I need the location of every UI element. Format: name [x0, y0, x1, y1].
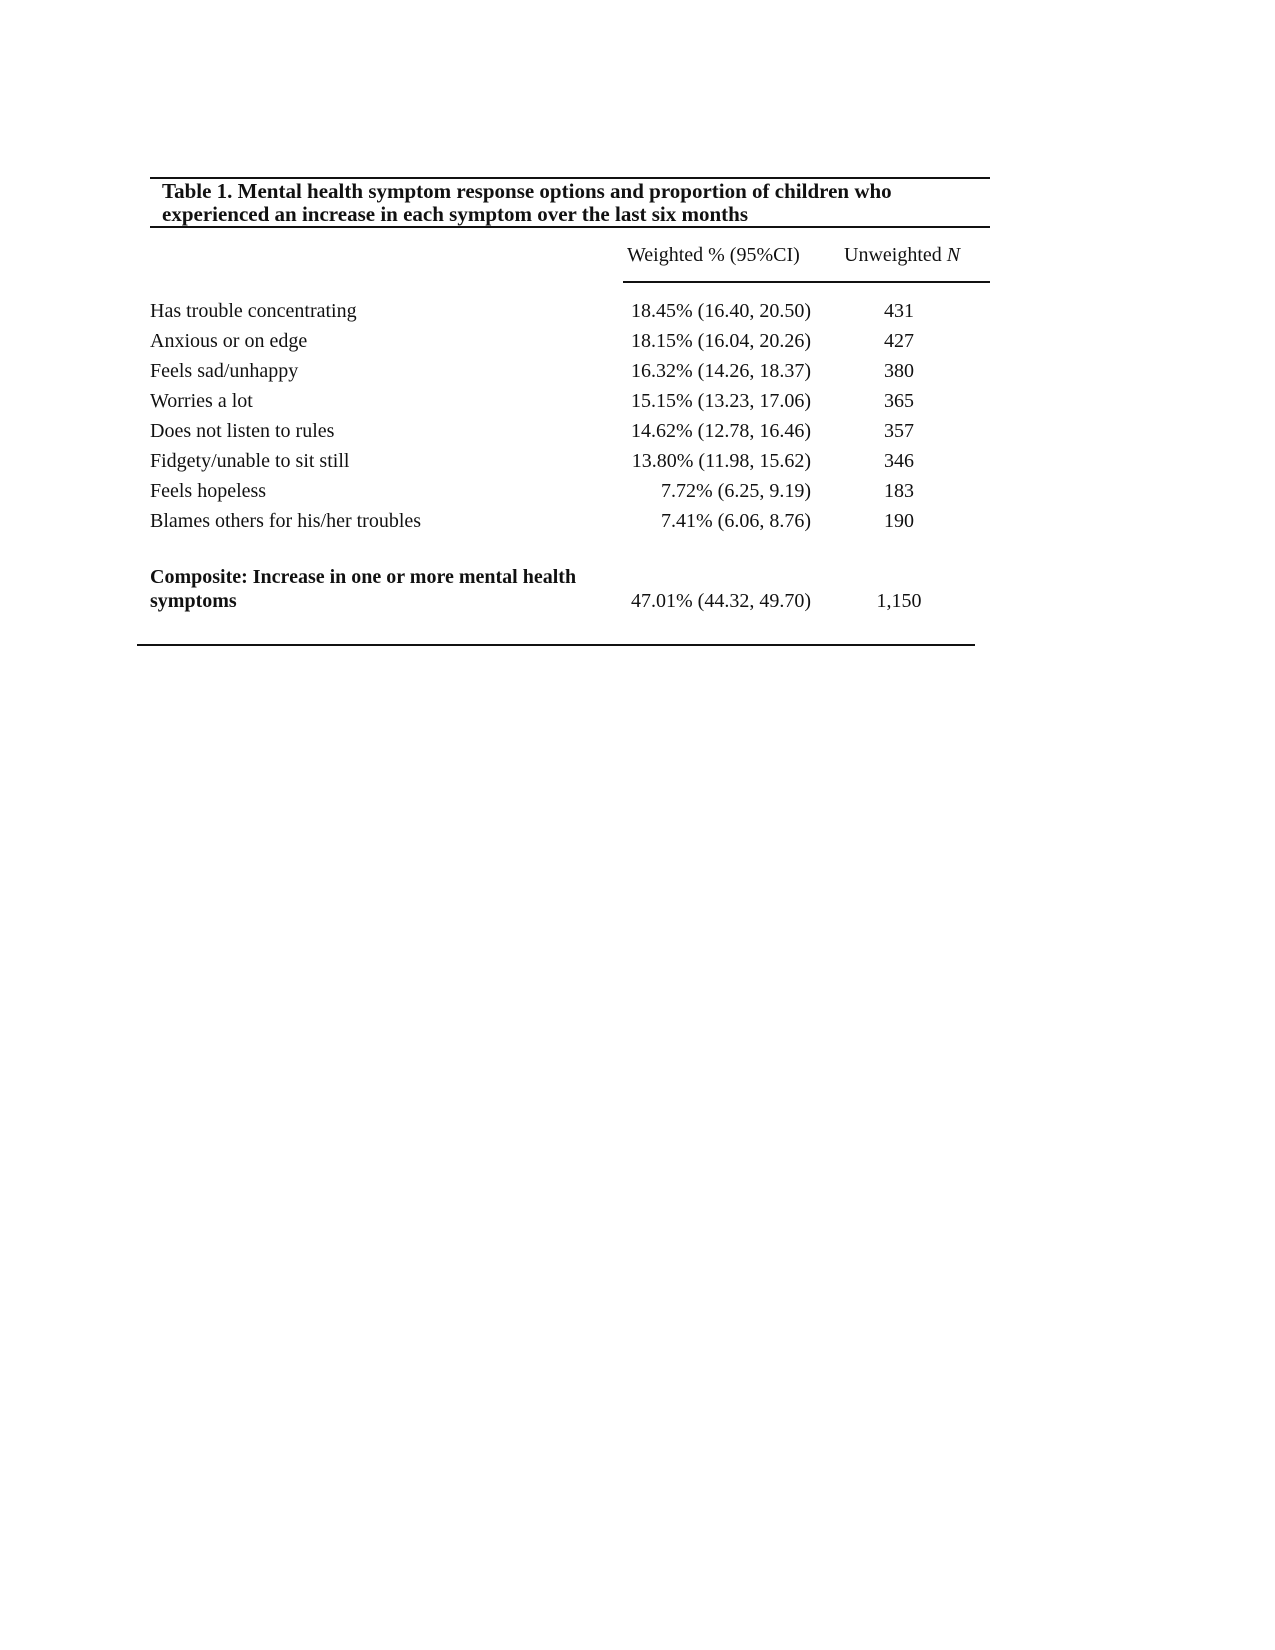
row-weighted-percent: 16.32% (14.26, 18.37) — [631, 360, 811, 382]
column-header-n-italic: N — [946, 244, 961, 266]
caption-bottom-rule — [150, 226, 990, 228]
composite-label-line-1: Composite: Increase in one or more mental health — [150, 566, 577, 588]
row-label: Anxious or on edge — [150, 330, 308, 352]
row-weighted-percent: 15.15% (13.23, 17.06) — [631, 390, 811, 412]
row-unweighted-n: 183 — [884, 480, 914, 502]
row-label: Fidgety/unable to sit still — [150, 450, 350, 472]
row-weighted-percent: 13.80% (11.98, 15.62) — [631, 450, 811, 472]
table-row — [150, 446, 990, 476]
row-label: Blames others for his/her troubles — [150, 510, 422, 532]
row-unweighted-n: 365 — [884, 390, 914, 412]
table-row — [150, 416, 990, 446]
row-label: Feels sad/unhappy — [150, 360, 299, 382]
row-unweighted-n: 346 — [884, 450, 914, 472]
header-bottom-rule — [623, 281, 990, 283]
row-unweighted-n: 431 — [884, 300, 914, 322]
table-caption-line-2: experienced an increase in each symptom over the last six months — [162, 202, 749, 226]
table-caption — [162, 180, 962, 226]
row-weighted-percent: 14.62% (12.78, 16.46) — [631, 420, 811, 442]
table-bottom-rule — [137, 644, 975, 646]
table-row — [150, 356, 990, 386]
row-unweighted-n: 380 — [884, 360, 914, 382]
table-row — [150, 326, 990, 356]
table-row — [150, 476, 990, 506]
row-weighted-percent: 18.45% (16.40, 20.50) — [631, 300, 811, 322]
row-weighted-percent: 18.15% (16.04, 20.26) — [631, 330, 811, 352]
row-unweighted-n: 357 — [884, 420, 914, 442]
column-header-n-prefix: Unweighted — [844, 244, 942, 266]
composite-weighted-percent: 47.01% (44.32, 49.70) — [631, 590, 811, 612]
composite-row — [150, 565, 990, 619]
composite-unweighted-n: 1,150 — [876, 590, 922, 612]
column-header-weighted: Weighted % (95%CI) — [627, 244, 800, 266]
row-weighted-percent: 7.41% (6.06, 8.76) — [661, 510, 811, 532]
row-label: Feels hopeless — [150, 480, 267, 502]
row-label: Has trouble concentrating — [150, 300, 357, 322]
composite-label-line-2: symptoms — [150, 590, 237, 612]
row-unweighted-n: 427 — [884, 330, 914, 352]
table-caption-line-1: Table 1. Mental health symptom response options and proportion of children who — [162, 179, 892, 203]
table-row — [150, 386, 990, 416]
row-weighted-percent: 7.72% (6.25, 9.19) — [661, 480, 811, 502]
row-label: Worries a lot — [150, 390, 253, 412]
table-row — [150, 296, 990, 326]
composite-label — [150, 565, 620, 613]
row-unweighted-n: 190 — [884, 510, 914, 532]
table-row — [150, 506, 990, 536]
column-header-unweighted-n — [844, 244, 960, 266]
row-label: Does not listen to rules — [150, 420, 335, 442]
